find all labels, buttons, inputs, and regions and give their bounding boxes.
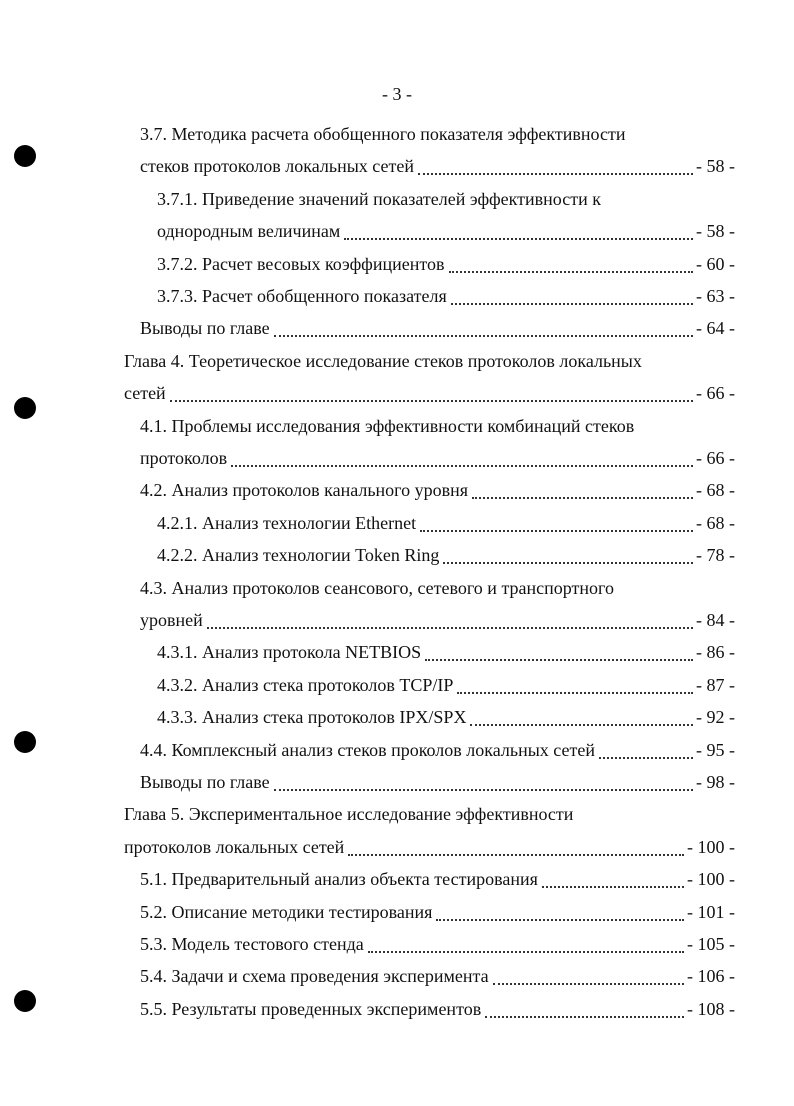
dot-leader [451, 303, 693, 305]
toc-entry-title: протоколов локальных сетей [124, 836, 345, 857]
toc-entry-4-3-a: 4.3. Анализ протоколов сеансового, сетевого и транспортного [140, 577, 614, 598]
dot-leader [274, 335, 693, 337]
dot-leader [449, 271, 694, 273]
dot-leader [493, 983, 684, 985]
dot-leader [443, 562, 693, 564]
toc-entry-3-7-2 [157, 248, 735, 280]
toc-entry-title: 5.3. Модель тестового стенда [140, 934, 364, 954]
page-number: - 3 - [382, 84, 412, 104]
toc-entry-4-4 [140, 734, 735, 766]
toc-entry-5-2 [140, 896, 735, 928]
toc-entry-page: - 101 - [687, 901, 735, 922]
dot-leader [436, 919, 684, 921]
dot-leader [170, 400, 693, 402]
toc-entry-title: Выводы по главе [140, 772, 270, 792]
toc-entry-page: - 95 - [696, 739, 735, 760]
toc-entry-title: 4.3.2. Анализ стека протоколов TCP/IP [157, 674, 454, 695]
toc-entry-3-7-b [140, 150, 735, 182]
toc-entry-4-1-b [140, 442, 735, 474]
toc-entry-page: - 86 - [696, 642, 735, 663]
binding-hole-icon [14, 145, 36, 167]
dot-leader [420, 530, 693, 532]
toc-entry-4-concl [140, 766, 735, 798]
toc-entry-title: сетей [124, 383, 166, 404]
dot-leader [207, 627, 693, 629]
toc-entry-page: - 84 - [696, 610, 735, 630]
toc-entry-title: 4.2.2. Анализ технологии Token Ring [157, 545, 440, 566]
toc-entry-title: 5.4. Задачи и схема проведения эксперимента [140, 966, 489, 987]
toc-entry-4-3-3 [157, 701, 735, 733]
toc-entry-page: - 66 - [696, 448, 735, 468]
toc-entry-page: - 92 - [696, 707, 735, 728]
dot-leader [485, 1016, 684, 1018]
toc-entry-3-concl [140, 312, 735, 344]
toc-entry-4-3-1 [157, 636, 735, 668]
toc-entry-page: - 87 - [696, 674, 735, 695]
toc-entry-page: - 64 - [696, 318, 735, 339]
toc-entry-4-2-1 [157, 507, 735, 539]
toc-entry-page: - 105 - [687, 934, 735, 954]
toc-entry-4-2 [140, 474, 735, 506]
dot-leader [231, 465, 693, 467]
toc-entry-3-7-a: 3.7. Методика расчета обобщенного показателя эффективности [140, 124, 626, 144]
dot-leader [472, 497, 693, 499]
dot-leader [274, 789, 693, 791]
toc-entry-4-3-2 [157, 669, 735, 701]
toc-entry-title: 5.1. Предварительный анализ объекта тестирования [140, 869, 538, 890]
toc-entry-title: 5.5. Результаты проведенных экспериментов [140, 998, 482, 1019]
toc-entry-5-5 [140, 993, 735, 1025]
toc-entry-page: - 58 - [696, 221, 735, 242]
binding-hole-icon [14, 990, 36, 1012]
dot-leader [344, 238, 693, 240]
toc-entry-title: 4.4. Комплексный анализ стеков проколов локальных сетей [140, 739, 595, 760]
toc-entry-page: - 58 - [696, 156, 735, 177]
toc-entry-page: - 68 - [696, 480, 735, 501]
toc-entry-page: - 60 - [696, 253, 735, 274]
toc-entry-title: 4.3.1. Анализ протокола NETBIOS [157, 642, 422, 663]
toc-entry-5-4 [140, 960, 735, 992]
toc-entry-5-1 [140, 863, 735, 895]
dot-leader [425, 659, 693, 661]
toc-entry-title: протоколов [140, 448, 228, 468]
toc-entry-page: - 68 - [696, 512, 735, 533]
toc-entry-title: 5.2. Описание методики тестирования [140, 901, 433, 922]
dot-leader [418, 173, 693, 175]
toc-entry-title: уровней [140, 610, 203, 630]
toc-entry-title: 3.7.2. Расчет весовых коэффициентов [157, 253, 445, 274]
toc-entry-title: Выводы по главе [140, 318, 270, 339]
toc-entry-3-7-1-b [157, 215, 735, 247]
toc-entry-page: - 108 - [687, 998, 735, 1019]
toc-entry-page: - 98 - [696, 772, 735, 792]
toc-entry-4-1-a: 4.1. Проблемы исследования эффективности комбинаций стеков [140, 415, 635, 436]
dot-leader [542, 886, 684, 888]
toc-entry-page: - 78 - [696, 545, 735, 566]
dot-leader [368, 951, 684, 953]
dot-leader [348, 854, 684, 856]
toc-entry-title: 4.3.3. Анализ стека протоколов IPX/SPX [157, 707, 467, 728]
toc-entry-5-a: Глава 5. Экспериментальное исследование эффективности [124, 804, 574, 825]
toc-entry-page: - 100 - [687, 836, 735, 857]
dot-leader [457, 692, 693, 694]
toc-entry-3-7-1-a: 3.7.1. Приведение значений показателей эффективности к [157, 188, 601, 209]
toc-entry-page: - 106 - [687, 966, 735, 987]
toc-entry-4-2-2 [157, 539, 735, 571]
toc-entry-page: - 63 - [696, 286, 735, 306]
toc-entry-page: - 100 - [687, 869, 735, 890]
dot-leader [470, 724, 693, 726]
toc-entry-title: однородным величинам [157, 221, 341, 242]
toc-entry-4-3-b [140, 604, 735, 636]
binding-hole-icon [14, 397, 36, 419]
toc-entry-title: 3.7.3. Расчет обобщенного показателя [157, 286, 447, 306]
toc-entry-title: 4.2.1. Анализ технологии Ethernet [157, 512, 417, 533]
toc-entry-4-a: Глава 4. Теоретическое исследование стеков протоколов локальных [124, 350, 642, 371]
binding-hole-icon [14, 731, 36, 753]
toc-entry-title: 4.2. Анализ протоколов канального уровня [140, 480, 469, 501]
toc-entry-3-7-3 [157, 280, 735, 312]
dot-leader [599, 757, 693, 759]
toc-entry-page: - 66 - [696, 383, 735, 404]
toc-entry-5-b [124, 831, 735, 863]
toc-entry-5-3 [140, 928, 735, 960]
toc-entry-title: стеков протоколов локальных сетей [140, 156, 414, 177]
toc-entry-4-b [124, 377, 735, 409]
